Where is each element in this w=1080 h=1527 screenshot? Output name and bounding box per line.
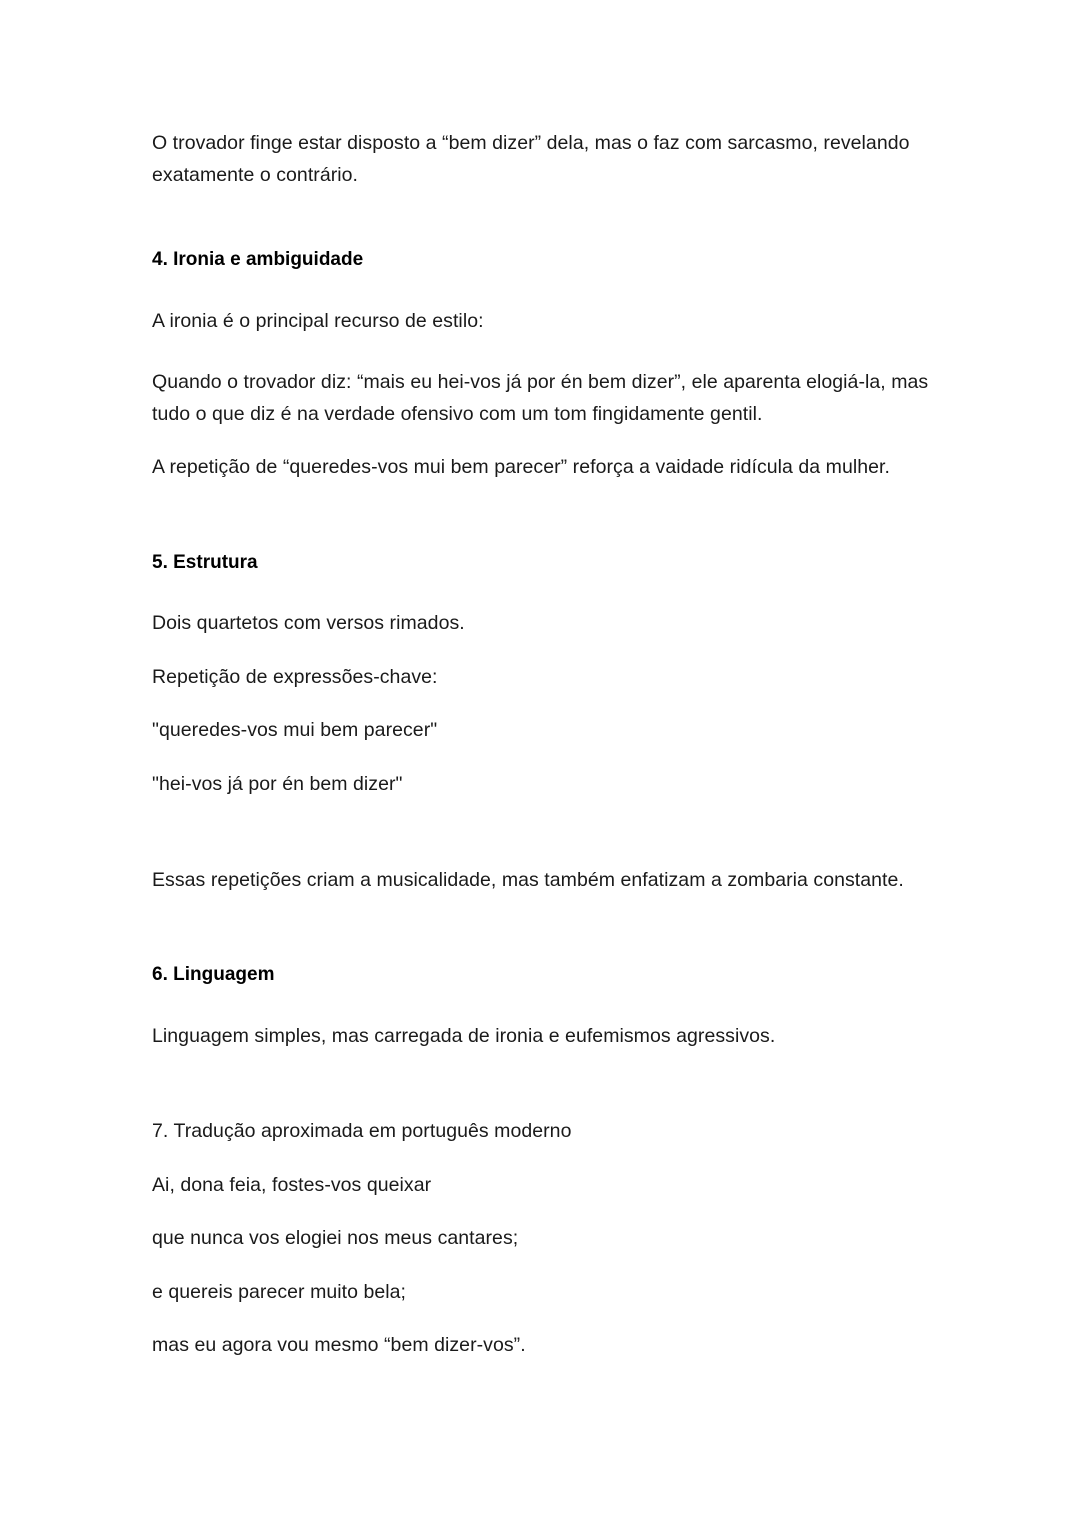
- spacer: [152, 1201, 930, 1223]
- spacer: [152, 1148, 930, 1170]
- verse-line-2: que nunca vos elogiei nos meus cantares;: [152, 1227, 519, 1250]
- spacer: [152, 430, 930, 452]
- quote-queredes-vos: "queredes-vos mui bem parecer": [152, 719, 438, 742]
- verse-line-1: Ai, dona feia, fostes-vos queixar: [152, 1173, 432, 1196]
- section-heading-6: 6. Linguagem: [152, 964, 275, 986]
- paragraph-estrutura-quartetos: Dois quartetos com versos rimados.: [152, 612, 465, 635]
- paragraph-ironia-repeticao: A repetição de “queredes-vos mui bem parecer” reforça a vaidade ridícula da mulher.: [152, 456, 890, 479]
- intro-paragraph: O trovador finge estar disposto a “bem dizer” dela, mas o faz com sarcasmo, revelando exatamente o contrário.: [152, 132, 910, 186]
- quote-hei-vos: "hei-vos já por én bem dizer": [152, 772, 403, 795]
- section-heading-5: 5. Estrutura: [152, 551, 258, 573]
- spacer: [152, 747, 930, 769]
- spacer: [152, 191, 930, 245]
- spacer: [152, 991, 930, 1021]
- spacer: [152, 693, 930, 715]
- paragraph-linguagem: Linguagem simples, mas carregada de ironia e eufemismos agressivos.: [152, 1024, 776, 1047]
- spacer: [152, 640, 930, 662]
- spacer: [152, 1052, 930, 1116]
- spacer: [152, 1308, 930, 1330]
- spacer: [152, 578, 930, 608]
- paragraph-estrutura-musicalidade: Essas repetições criam a musicalidade, mas também enfatizam a zombaria constante.: [152, 868, 904, 891]
- paragraph-ironia-exemplo: Quando o trovador diz: “mais eu hei-vos já por én bem dizer”, ele aparenta elogiá-la, mas tudo o que diz é na verdade ofensivo com um tom fingidamente gentil.: [152, 371, 929, 425]
- paragraph-ironia-intro: A ironia é o principal recurso de estilo:: [152, 309, 484, 332]
- document-body: [152, 128, 930, 1362]
- verse-line-3: e quereis parecer muito bela;: [152, 1280, 407, 1303]
- section-heading-4: 4. Ironia e ambiguidade: [152, 249, 364, 271]
- spacer: [152, 896, 930, 960]
- verse-line-4: mas eu agora vou mesmo “bem dizer-vos”.: [152, 1334, 526, 1357]
- spacer: [152, 801, 930, 865]
- spacer: [152, 276, 930, 306]
- paragraph-estrutura-repeticao: Repetição de expressões-chave:: [152, 665, 438, 688]
- spacer: [152, 337, 930, 367]
- section-heading-7: 7. Tradução aproximada em português moderno: [152, 1120, 572, 1143]
- spacer: [152, 484, 930, 548]
- spacer: [152, 1255, 930, 1277]
